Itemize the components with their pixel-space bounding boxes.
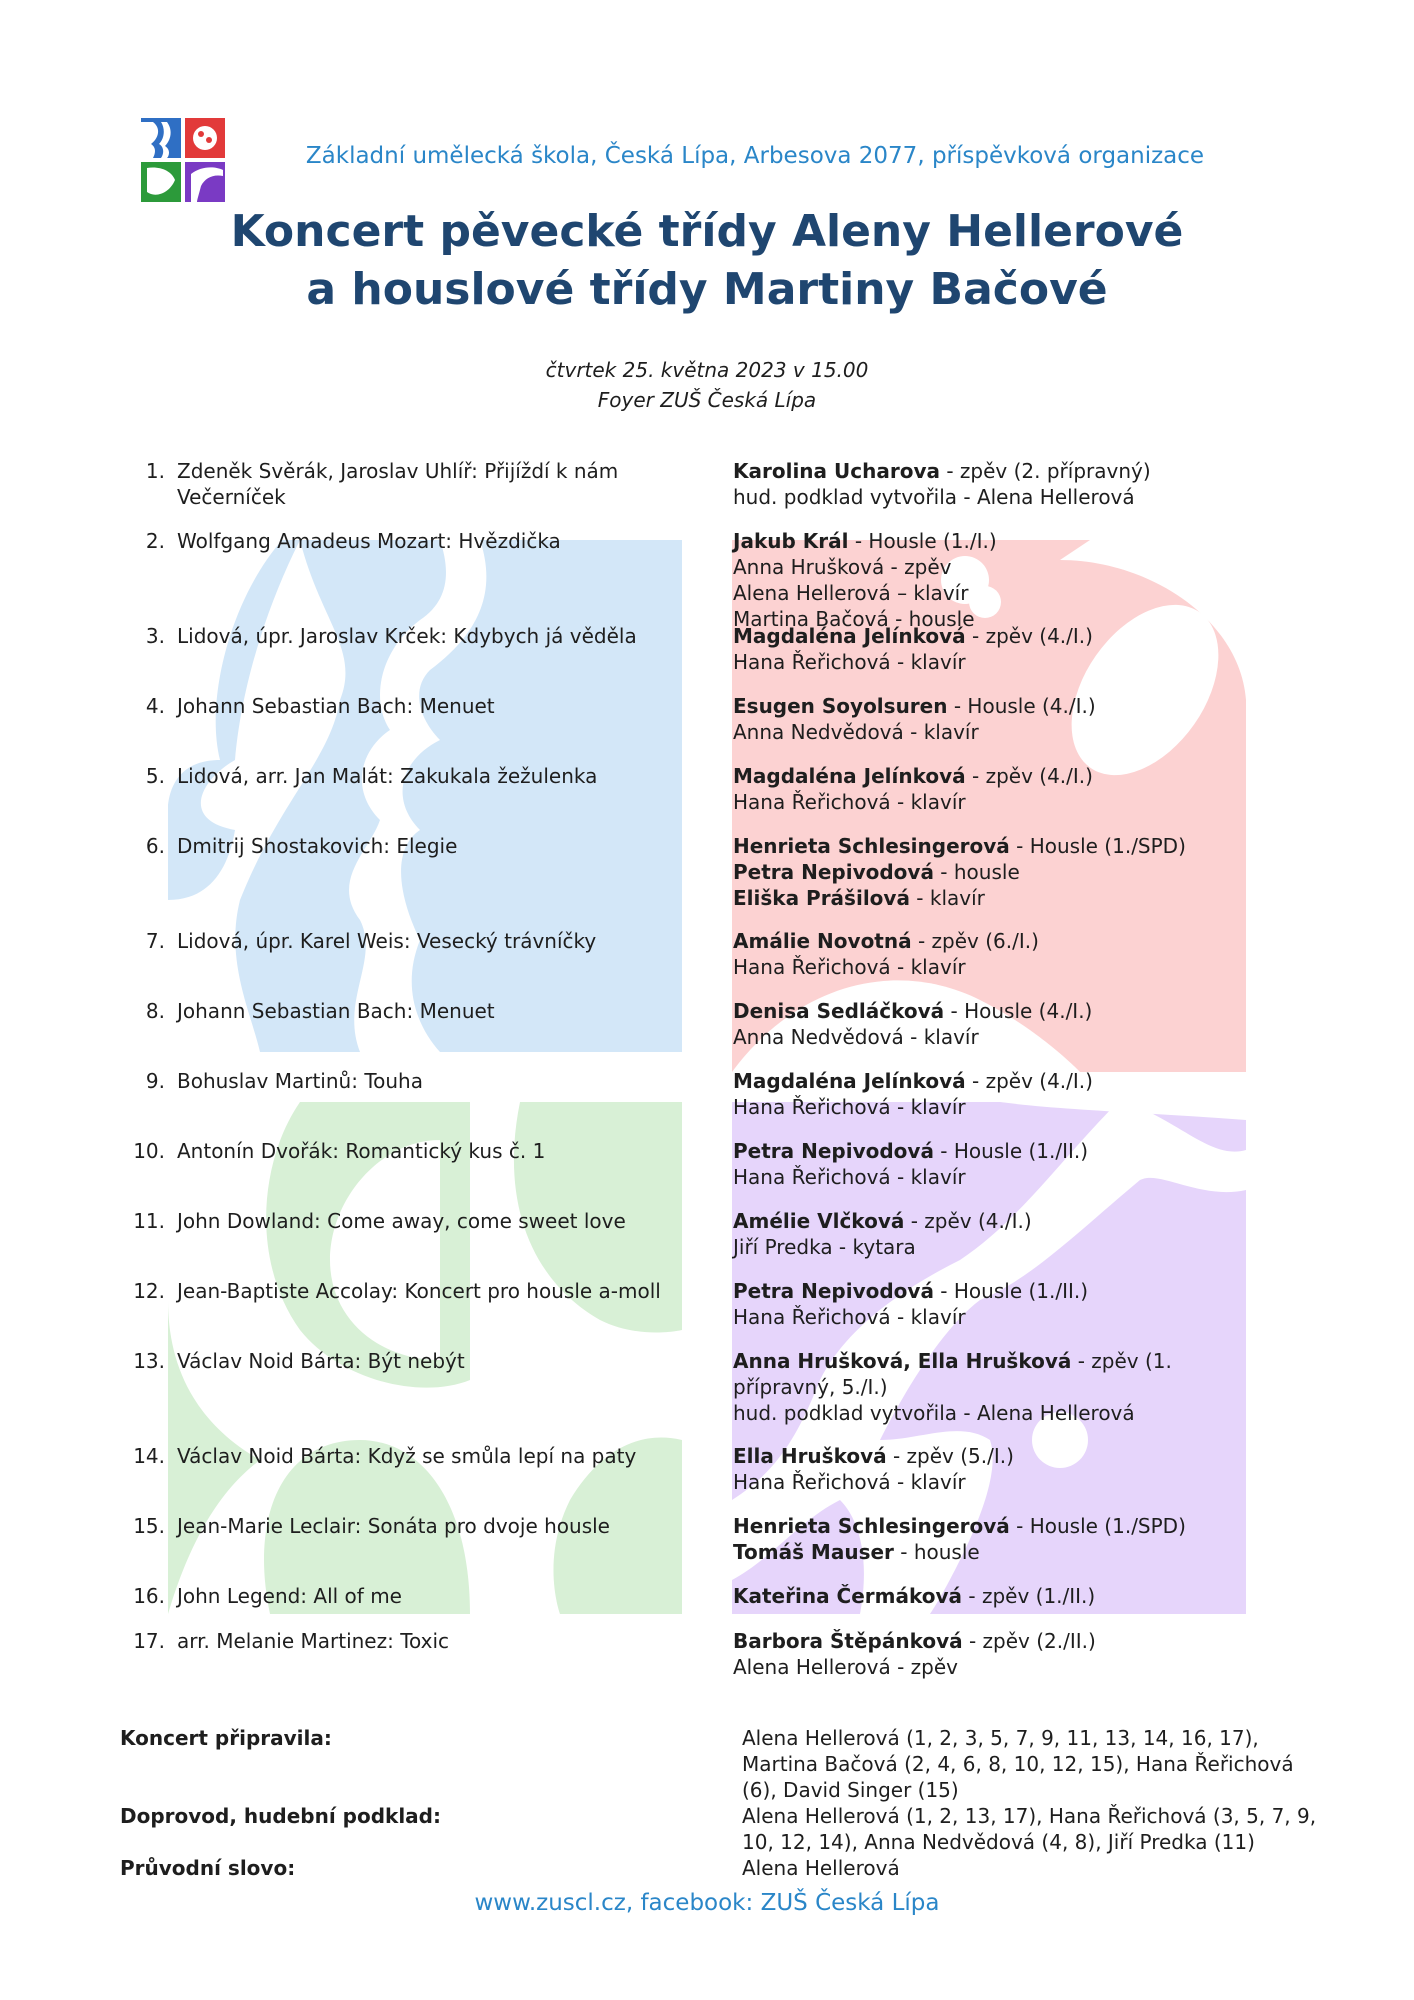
performers	[733, 693, 1273, 745]
performer-line	[733, 693, 1273, 719]
performer-name: Petra Nepivodová	[733, 1279, 934, 1303]
performers	[733, 1068, 1273, 1120]
performer-role: - zpěv (4./I.)	[965, 764, 1093, 788]
performer-role: - zpěv (5./I.)	[886, 1444, 1014, 1468]
performer-role: - zpěv (6./I.)	[911, 929, 1039, 953]
performer-role: - Housle (1./II.)	[933, 1279, 1089, 1303]
item-number: 11.	[133, 1209, 165, 1233]
performer-role: - zpěv (2. přípravný)	[939, 459, 1151, 483]
performer-role: - Housle (1./SPD)	[1009, 834, 1186, 858]
item-number: 12.	[133, 1279, 165, 1303]
credit-label: Koncert připravila:	[120, 1726, 332, 1750]
performers	[733, 623, 1273, 675]
performer-role: Hana Řeřichová - klavír	[733, 955, 966, 979]
item-number: 17.	[133, 1629, 165, 1653]
performer-role: - klavír	[909, 886, 985, 910]
performer-role: - housle	[893, 1540, 980, 1564]
blue-silhouette-shape	[168, 540, 682, 1052]
performer-line	[733, 1278, 1273, 1304]
performer-role: Hana Řeřichová - klavír	[733, 1095, 966, 1119]
performer-name: Petra Nepivodová	[733, 1139, 934, 1163]
performer-line	[733, 885, 1273, 911]
performer-line	[733, 719, 1273, 745]
piece-title: Václav Noid Bárta: Když se smůla lepí na paty	[177, 1444, 637, 1468]
performer-name: Amálie Novotná	[733, 929, 912, 953]
performer-line	[733, 1443, 1273, 1469]
item-number: 2.	[145, 529, 165, 553]
item-number: 10.	[133, 1139, 165, 1163]
performer-line	[733, 763, 1273, 789]
performer-role: - zpěv (2./II.)	[962, 1629, 1096, 1653]
performer-role: - Housle (4./I.)	[944, 999, 1093, 1023]
credit-value: Alena Hellerová (1, 2, 3, 5, 7, 9, 11, 13, 14, 16, 17), Martina Bačová (2, 4, 6, 8, 10, 12, 15), Hana Řeřichová (6), David Singer (15)	[742, 1726, 1294, 1802]
performer-role: - Housle (4./I.)	[947, 694, 1096, 718]
performer-role: Anna Nedvědová - klavír	[733, 1025, 979, 1049]
performer-line	[733, 580, 1273, 606]
performer-name: Kateřina Čermáková	[733, 1584, 963, 1608]
performer-name: Tomáš Mauser	[733, 1540, 894, 1564]
performer-name: Magdaléna Jelínková	[733, 764, 966, 788]
item-number: 8.	[145, 999, 165, 1023]
performer-line	[733, 649, 1273, 675]
performer-role: Hana Řeřichová - klavír	[733, 790, 966, 814]
performer-name: Denisa Sedláčková	[733, 999, 945, 1023]
piece-title: Jean-Baptiste Accolay: Koncert pro housle a-moll	[177, 1279, 661, 1303]
performer-line	[733, 1400, 1273, 1426]
performer-line	[733, 859, 1273, 885]
performers	[733, 1138, 1273, 1190]
performer-role: Anna Nedvědová - klavír	[733, 720, 979, 744]
performer-role: Hana Řeřichová - klavír	[733, 1470, 966, 1494]
performers	[733, 763, 1273, 815]
performers	[733, 1348, 1273, 1426]
performer-name: Magdaléna Jelínková	[733, 1069, 966, 1093]
performer-role: - Housle (1./I.)	[848, 529, 997, 553]
credit-value: Alena Hellerová	[742, 1856, 900, 1880]
performer-line	[733, 1024, 1273, 1050]
performer-role: - zpěv (1. přípravný, 5./I.)	[733, 1349, 1172, 1399]
performer-line	[733, 1628, 1273, 1654]
performer-role: Martina Bačová - housle	[733, 607, 975, 631]
piece-title: Václav Noid Bárta: Být nebýt	[177, 1349, 465, 1373]
performer-name: Karolina Ucharova	[733, 459, 940, 483]
performers	[733, 528, 1273, 632]
school-name: Základní umělecká škola, Česká Lípa, Arbesova 2077, příspěvková organizace	[305, 143, 1205, 169]
performer-line	[733, 789, 1273, 815]
item-number: 1.	[145, 459, 165, 483]
piece-title: John Dowland: Come away, come sweet love	[177, 1209, 626, 1233]
credit-label: Průvodní slovo:	[120, 1856, 296, 1880]
performer-line	[733, 484, 1273, 510]
performer-role: Hana Řeřichová - klavír	[733, 1165, 966, 1189]
title-line-2: a houslové třídy Martiny Bačové	[306, 264, 1108, 315]
performer-line	[733, 1068, 1273, 1094]
performer-role: - zpěv (4./I.)	[965, 1069, 1093, 1093]
piece-title: Lidová, úpr. Karel Weis: Vesecký trávníčky	[177, 929, 597, 953]
performer-name: Anna Hrušková, Ella Hrušková	[733, 1349, 1072, 1373]
date-venue	[300, 355, 1114, 415]
performer-line	[733, 954, 1273, 980]
performer-line	[733, 1469, 1273, 1495]
piece-title: Johann Sebastian Bach: Menuet	[177, 999, 495, 1023]
performer-name: Jakub Král	[733, 529, 849, 553]
performer-line	[733, 998, 1273, 1024]
piece-title: Dmitrij Shostakovich: Elegie	[177, 834, 458, 858]
performer-role: Alena Hellerová – klavír	[733, 581, 969, 605]
performer-line	[733, 623, 1273, 649]
item-number: 16.	[133, 1584, 165, 1608]
performer-name: Amélie Vlčková	[733, 1209, 905, 1233]
piece-title: Lidová, úpr. Jaroslav Krček: Kdybych já věděla	[177, 624, 637, 648]
piece-title: Zdeněk Svěrák, Jaroslav Uhlíř: Přijíždí k nám Večerníček	[177, 459, 619, 509]
performer-line	[733, 1234, 1273, 1260]
item-number: 13.	[133, 1349, 165, 1373]
performer-name: Petra Nepivodová	[733, 860, 934, 884]
performer-line	[733, 928, 1273, 954]
title-line-1: Koncert pěvecké třídy Aleny Hellerové	[230, 206, 1184, 257]
performer-line	[733, 1539, 1273, 1565]
footer-links: www.zuscl.cz, facebook: ZUŠ Česká Lípa	[474, 1890, 940, 1916]
performers	[733, 833, 1273, 911]
credit-value: Alena Hellerová (1, 2, 13, 17), Hana Řeřichová (3, 5, 7, 9, 10, 12, 14), Anna Nedvědová (4, 8), Jiří Predka (11)	[742, 1804, 1317, 1854]
piece-title: John Legend: All of me	[177, 1584, 402, 1608]
piece-title: Lidová, arr. Jan Malát: Zakukala žežulenka	[177, 764, 598, 788]
item-number: 3.	[145, 624, 165, 648]
piece-title: Johann Sebastian Bach: Menuet	[177, 694, 495, 718]
performer-role: - housle	[933, 860, 1020, 884]
performer-line	[733, 1208, 1273, 1234]
performer-line	[733, 1094, 1273, 1120]
item-number: 14.	[133, 1444, 165, 1468]
performer-line	[733, 1304, 1273, 1330]
item-number: 5.	[145, 764, 165, 788]
performers	[733, 998, 1273, 1050]
performer-line	[733, 1138, 1273, 1164]
performers	[733, 1513, 1273, 1565]
piece-title: Jean-Marie Leclair: Sonáta pro dvoje housle	[177, 1514, 610, 1538]
performer-role: - Housle (1./SPD)	[1009, 1514, 1186, 1538]
performer-role: hud. podklad vytvořila - Alena Hellerová	[733, 485, 1135, 509]
performer-line	[733, 1583, 1273, 1609]
performers	[733, 1443, 1273, 1495]
performer-role: - zpěv (4./I.)	[965, 624, 1093, 648]
performer-name: Ella Hrušková	[733, 1444, 887, 1468]
performer-name: Magdaléna Jelínková	[733, 624, 966, 648]
performer-name: Henrieta Schlesingerová	[733, 834, 1010, 858]
performers	[733, 1628, 1273, 1680]
performer-line	[733, 833, 1273, 859]
performer-role: - zpěv (1./II.)	[962, 1584, 1096, 1608]
concert-date: čtvrtek 25. května 2023 v 15.00	[545, 358, 869, 382]
item-number: 9.	[145, 1069, 165, 1093]
performer-line	[733, 458, 1273, 484]
performer-name: Henrieta Schlesingerová	[733, 1514, 1010, 1538]
performer-name: Barbora Štěpánková	[733, 1629, 963, 1653]
performer-role: - zpěv (4./I.)	[904, 1209, 1032, 1233]
item-number: 7.	[145, 929, 165, 953]
credit-label: Doprovod, hudební podklad:	[120, 1804, 441, 1828]
piece-title: arr. Melanie Martinez: Toxic	[177, 1629, 450, 1653]
performer-line	[733, 554, 1273, 580]
item-number: 6.	[145, 834, 165, 858]
performers	[733, 1278, 1273, 1330]
piece-title: Wolfgang Amadeus Mozart: Hvězdička	[177, 529, 561, 553]
performers	[733, 458, 1273, 510]
performer-role: Jiří Predka - kytara	[733, 1235, 916, 1259]
performers	[733, 928, 1273, 980]
performer-line	[733, 1513, 1273, 1539]
concert-title	[150, 203, 1264, 319]
performer-line	[733, 1164, 1273, 1190]
performers	[733, 1583, 1273, 1609]
performer-role: Hana Řeřichová - klavír	[733, 650, 966, 674]
performer-name: Eliška Prášilová	[733, 886, 910, 910]
concert-venue: Foyer ZUŠ Česká Lípa	[597, 388, 817, 412]
performer-line	[733, 1654, 1273, 1680]
piece-title: Bohuslav Martinů: Touha	[177, 1069, 423, 1093]
performer-role: Alena Hellerová - zpěv	[733, 1655, 958, 1679]
performer-line	[733, 1348, 1273, 1400]
performers	[733, 1208, 1273, 1260]
performer-role: hud. podklad vytvořila - Alena Hellerová	[733, 1401, 1135, 1425]
piece-title: Antonín Dvořák: Romantický kus č. 1	[177, 1139, 546, 1163]
performer-role: Anna Hrušková - zpěv	[733, 555, 952, 579]
item-number: 4.	[145, 694, 165, 718]
item-number: 15.	[133, 1514, 165, 1538]
performer-role: - Housle (1./II.)	[933, 1139, 1089, 1163]
performer-role: Hana Řeřichová - klavír	[733, 1305, 966, 1329]
performer-name: Esugen Soyolsuren	[733, 694, 948, 718]
performer-line	[733, 528, 1273, 554]
school-logo	[141, 118, 225, 202]
